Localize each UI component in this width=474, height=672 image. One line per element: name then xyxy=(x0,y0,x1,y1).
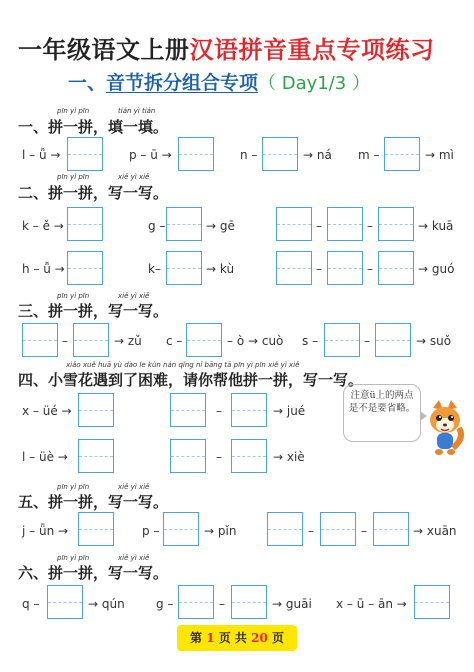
answer-box[interactable] xyxy=(178,137,214,171)
answer-box[interactable] xyxy=(378,251,414,285)
pinyin-hint: xiě yì xiě xyxy=(118,292,150,300)
pinyin-hint: pīn yì pīn xyxy=(57,483,90,491)
answer-box[interactable] xyxy=(178,585,214,619)
answer-box[interactable] xyxy=(231,585,267,619)
answer-box[interactable] xyxy=(73,323,109,357)
answer-box[interactable] xyxy=(373,512,409,546)
pinyin-hint: xiě yì xiě xyxy=(118,554,150,562)
pinyin-hint: pīn yì pīn xyxy=(57,292,90,300)
answer-box[interactable] xyxy=(78,393,114,427)
pinyin-hint: tián yì tián xyxy=(118,107,156,115)
section-2-label: 二、拼一拼，写一写。 xyxy=(18,184,169,202)
syllable-prompt: j – ǖn → xyxy=(22,524,69,538)
answer-box[interactable] xyxy=(166,207,202,241)
section-5-label: 五、拼一拼，写一写。 xyxy=(18,493,169,511)
syllable-result: → kuā xyxy=(418,219,454,233)
answer-box[interactable] xyxy=(67,207,103,241)
section-6-label: 六、拼一拼，写一写。 xyxy=(18,564,169,582)
answer-box[interactable] xyxy=(47,585,83,619)
answer-box[interactable] xyxy=(414,585,450,619)
answer-box[interactable] xyxy=(327,207,363,241)
syllable-prompt: p – xyxy=(142,524,160,538)
answer-box[interactable] xyxy=(186,323,222,357)
syllable-result: → zǔ xyxy=(114,334,142,348)
syllable-prompt: n – xyxy=(240,148,258,162)
answer-box[interactable] xyxy=(378,207,414,241)
pinyin-hint: pīn yì pīn xyxy=(57,173,90,181)
syllable-prompt: q – xyxy=(22,597,40,611)
answer-box[interactable] xyxy=(163,512,199,546)
syllable-prompt: x – üé → xyxy=(22,404,72,418)
syllable-result: → kù xyxy=(206,262,235,276)
section-1-label: 一、拼一拼，填一填。 xyxy=(18,118,169,136)
pinyin-hint: xiě yì xiě xyxy=(118,173,150,181)
syllable-prompt: k – ě → xyxy=(22,219,64,233)
hint-speech-bubble: 注意ü上的两点是不是要省略。 xyxy=(343,384,421,442)
syllable-prompt: h – ǚ → xyxy=(22,262,65,276)
syllable-prompt: g – xyxy=(156,597,174,611)
syllable-result: → guāi xyxy=(272,597,312,611)
pinyin-hint: xiě yì xiě xyxy=(118,483,150,491)
page-title: 一年级语文上册汉语拼音重点专项练习 xyxy=(18,35,435,64)
syllable-result: → pǐn xyxy=(204,524,237,538)
answer-box[interactable] xyxy=(375,323,411,357)
syllable-result: → xuān xyxy=(413,524,457,538)
syllable-prompt: s – xyxy=(302,334,319,348)
answer-box[interactable] xyxy=(67,251,103,285)
syllable-prompt: k– xyxy=(148,262,161,276)
syllable-prompt: x – ū – ān → xyxy=(336,597,407,611)
answer-box[interactable] xyxy=(324,323,360,357)
pinyin-hint: pīn yì pīn xyxy=(57,554,90,562)
section-4-label: 四、小雪花遇到了困难，请你帮他拼一拼，写一写。 xyxy=(18,371,364,389)
syllable-result: → qún xyxy=(88,597,125,611)
page-indicator: 第 1 页 共 20 页 xyxy=(177,625,297,651)
syllable-prompt: l – üè → xyxy=(22,450,68,464)
syllable-result: → ná xyxy=(303,148,332,162)
answer-box[interactable] xyxy=(262,137,298,171)
answer-box[interactable] xyxy=(231,393,267,427)
syllable-prompt: c – xyxy=(166,334,183,348)
section-subtitle: 一、音节拆分组合专项（ Day1/3 ） xyxy=(68,72,370,94)
syllable-result: → jué xyxy=(273,404,306,418)
pinyin-hint: xiǎo xuě huā yù dào le kùn nán qǐng nǐ bāng tā pīn yì pīn xiě yì xiě xyxy=(66,361,300,369)
section-3-label: 三、拼一拼，写一写。 xyxy=(18,302,169,320)
syllable-result: → suǒ xyxy=(416,334,452,348)
syllable-prompt: – ò → cuò xyxy=(227,334,284,348)
answer-box[interactable] xyxy=(231,439,267,473)
answer-box[interactable] xyxy=(78,512,114,546)
syllable-result: → mì xyxy=(425,148,454,162)
syllable-result: → gē xyxy=(206,219,235,233)
pinyin-hint: pīn yì pīn xyxy=(57,107,90,115)
answer-box[interactable] xyxy=(384,137,420,171)
syllable-result: → xiè xyxy=(273,450,305,464)
syllable-prompt: m – xyxy=(358,148,380,162)
answer-box[interactable] xyxy=(327,251,363,285)
syllable-prompt: g – xyxy=(148,219,166,233)
syllable-result: → guó xyxy=(418,262,455,276)
syllable-prompt: p – ū → xyxy=(129,148,172,162)
syllable-prompt: l – ǚ → xyxy=(22,148,61,162)
squirrel-mascot-icon xyxy=(425,398,465,460)
answer-box[interactable] xyxy=(78,439,114,473)
answer-box[interactable] xyxy=(276,251,312,285)
answer-box[interactable] xyxy=(22,323,58,357)
answer-box[interactable] xyxy=(320,512,356,546)
answer-box[interactable] xyxy=(166,251,202,285)
answer-box[interactable] xyxy=(276,207,312,241)
answer-box[interactable] xyxy=(170,393,206,427)
answer-box[interactable] xyxy=(67,137,103,171)
answer-box[interactable] xyxy=(170,439,206,473)
answer-box[interactable] xyxy=(267,512,303,546)
